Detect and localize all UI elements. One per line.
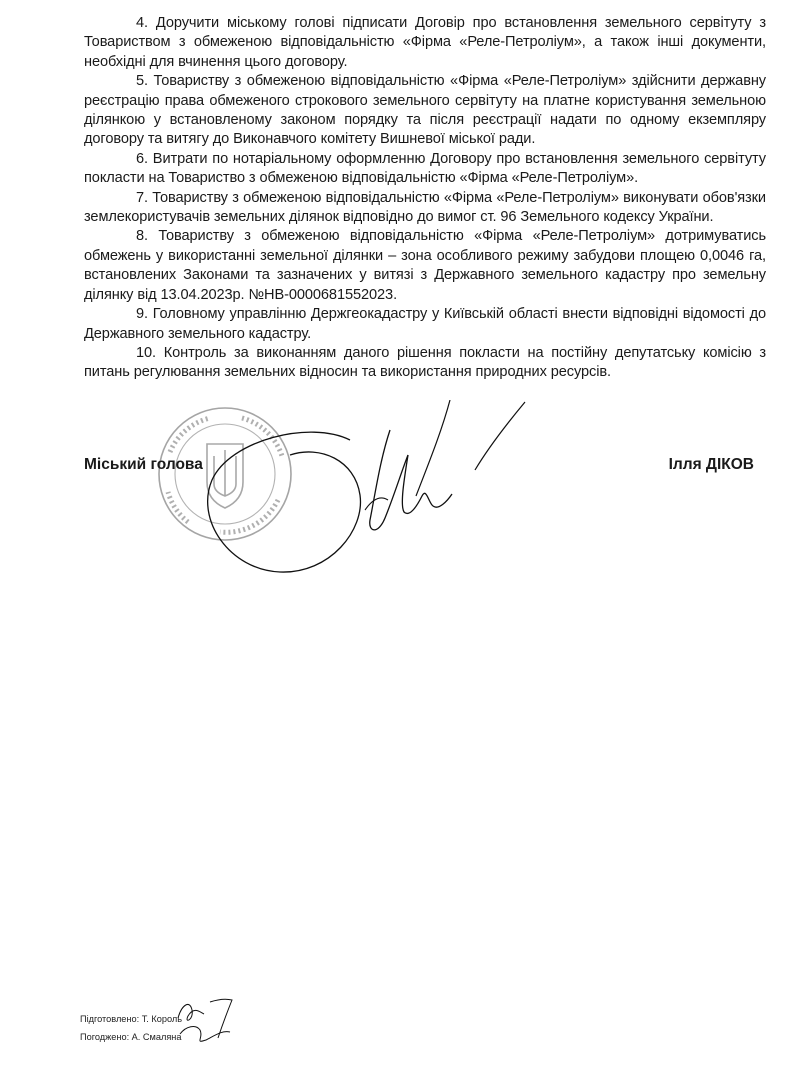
paragraph-5: 5. Товариству з обмеженою відповідальністю «Фірма «Реле-Петроліум» здійснити державну реєстрацію права обмеженого строкового земельного сервітуту на платне користування земельною ділянкою у встановленому законом порядку та після реєстрації надати по одному екземпляру договору та витягу до Виконавчого комітету Вишневої міської ради. <box>84 73 766 148</box>
paragraph-10: 10. Контроль за виконанням даного рішення покласти на постійну депутатську комісію з питань регулювання земельних відносин та використання природних ресурсів. <box>84 344 766 381</box>
approval-signatures <box>170 990 250 1050</box>
mayor-signature <box>190 400 550 590</box>
signer-title: Міський голова <box>84 456 203 473</box>
paragraph-7: 7. Товариству з обмеженою відповідальністю «Фірма «Реле-Петроліум» виконувати обов'язки землекористувачів земельних ділянок відповідно до вимог ст. 96 Земельного кодексу України. <box>84 189 766 226</box>
decision-body <box>84 14 766 383</box>
paragraph-6: 6. Витрати по нотаріальному оформленню Договору про встановлення земельного сервітуту покласти на Товариство з обмеженою відповідальністю «Фірма «Реле-Петроліум». <box>84 150 766 187</box>
paragraph-4: 4. Доручити міському голові підписати Договір про встановлення земельного сервітуту з Товариством з обмеженою відповідальністю «Фірма «Реле-Петроліум», а також інші документи, необхідні для вчинення цього договору. <box>84 15 766 70</box>
paragraph-9: 9. Головному управлінню Держгеокадастру у Київській області внести відповідні відомості до Державного земельного кадастру. <box>84 306 766 342</box>
signature-block <box>84 456 754 480</box>
paragraph-8: 8. Товариству з обмеженою відповідальністю «Фірма «Реле-Петроліум» дотримуватись обмежень у використанні земельної ділянки – зона особливого режиму забудови площею 0,0046 га, встановлених Законами та зазначених у витязі з Державного земельного кадастру про земельну ділянку від 13.04.2023р. №НВ-0000681552023. <box>84 228 766 303</box>
agreed-by: Погоджено: А. Смаляна <box>80 1032 182 1042</box>
signer-name: Ілля ДІКОВ <box>668 456 754 473</box>
prepared-by: Підготовлено: Т. Король <box>80 1014 183 1024</box>
footer-approvals <box>80 1010 182 1046</box>
